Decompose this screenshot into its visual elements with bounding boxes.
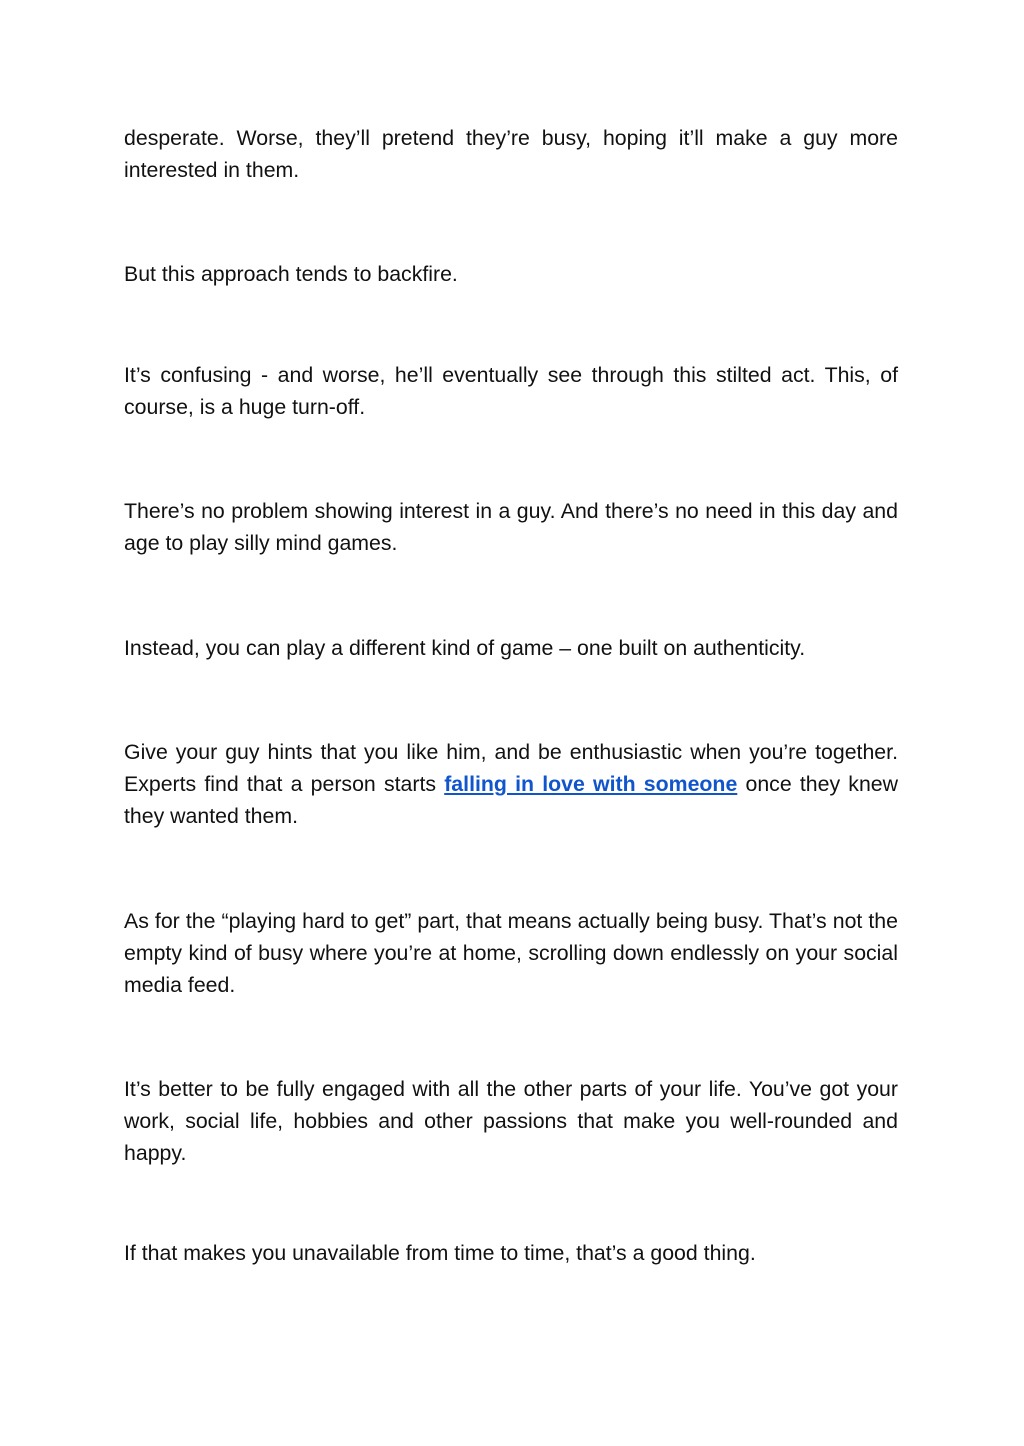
paragraph: There’s no problem showing interest in a guy. And there’s no need in this day and age to play silly mind games. xyxy=(124,499,898,555)
paragraph-with-link xyxy=(124,736,898,832)
paragraph: It’s confusing - and worse, he’ll eventually see through this stilted act. This, of course, is a huge turn-off. xyxy=(124,363,898,419)
paragraph: desperate. Worse, they’ll pretend they’re busy, hoping it’ll make a guy more interested in them. xyxy=(124,126,898,182)
paragraph-text: Give your guy hints that you like him, and be enthusiastic when you’re together. Experts find that a person starts xyxy=(124,740,898,796)
paragraph: It’s better to be fully engaged with all the other parts of your life. You’ve got your work, social life, hobbies and other passions that make you well-rounded and happy. xyxy=(124,1077,898,1165)
paragraph: But this approach tends to backfire. xyxy=(124,262,458,286)
paragraph-text: once they knew they wanted them. xyxy=(124,772,899,828)
paragraph: As for the “playing hard to get” part, that means actually being busy. That’s not the empty kind of busy where you’re at home, scrolling down endlessly on your social media feed. xyxy=(124,909,898,997)
falling-in-love-link[interactable]: falling in love with someone xyxy=(444,772,738,796)
paragraph: If that makes you unavailable from time to time, that’s a good thing. xyxy=(124,1241,756,1265)
paragraph: Instead, you can play a different kind of game – one built on authenticity. xyxy=(124,636,806,660)
